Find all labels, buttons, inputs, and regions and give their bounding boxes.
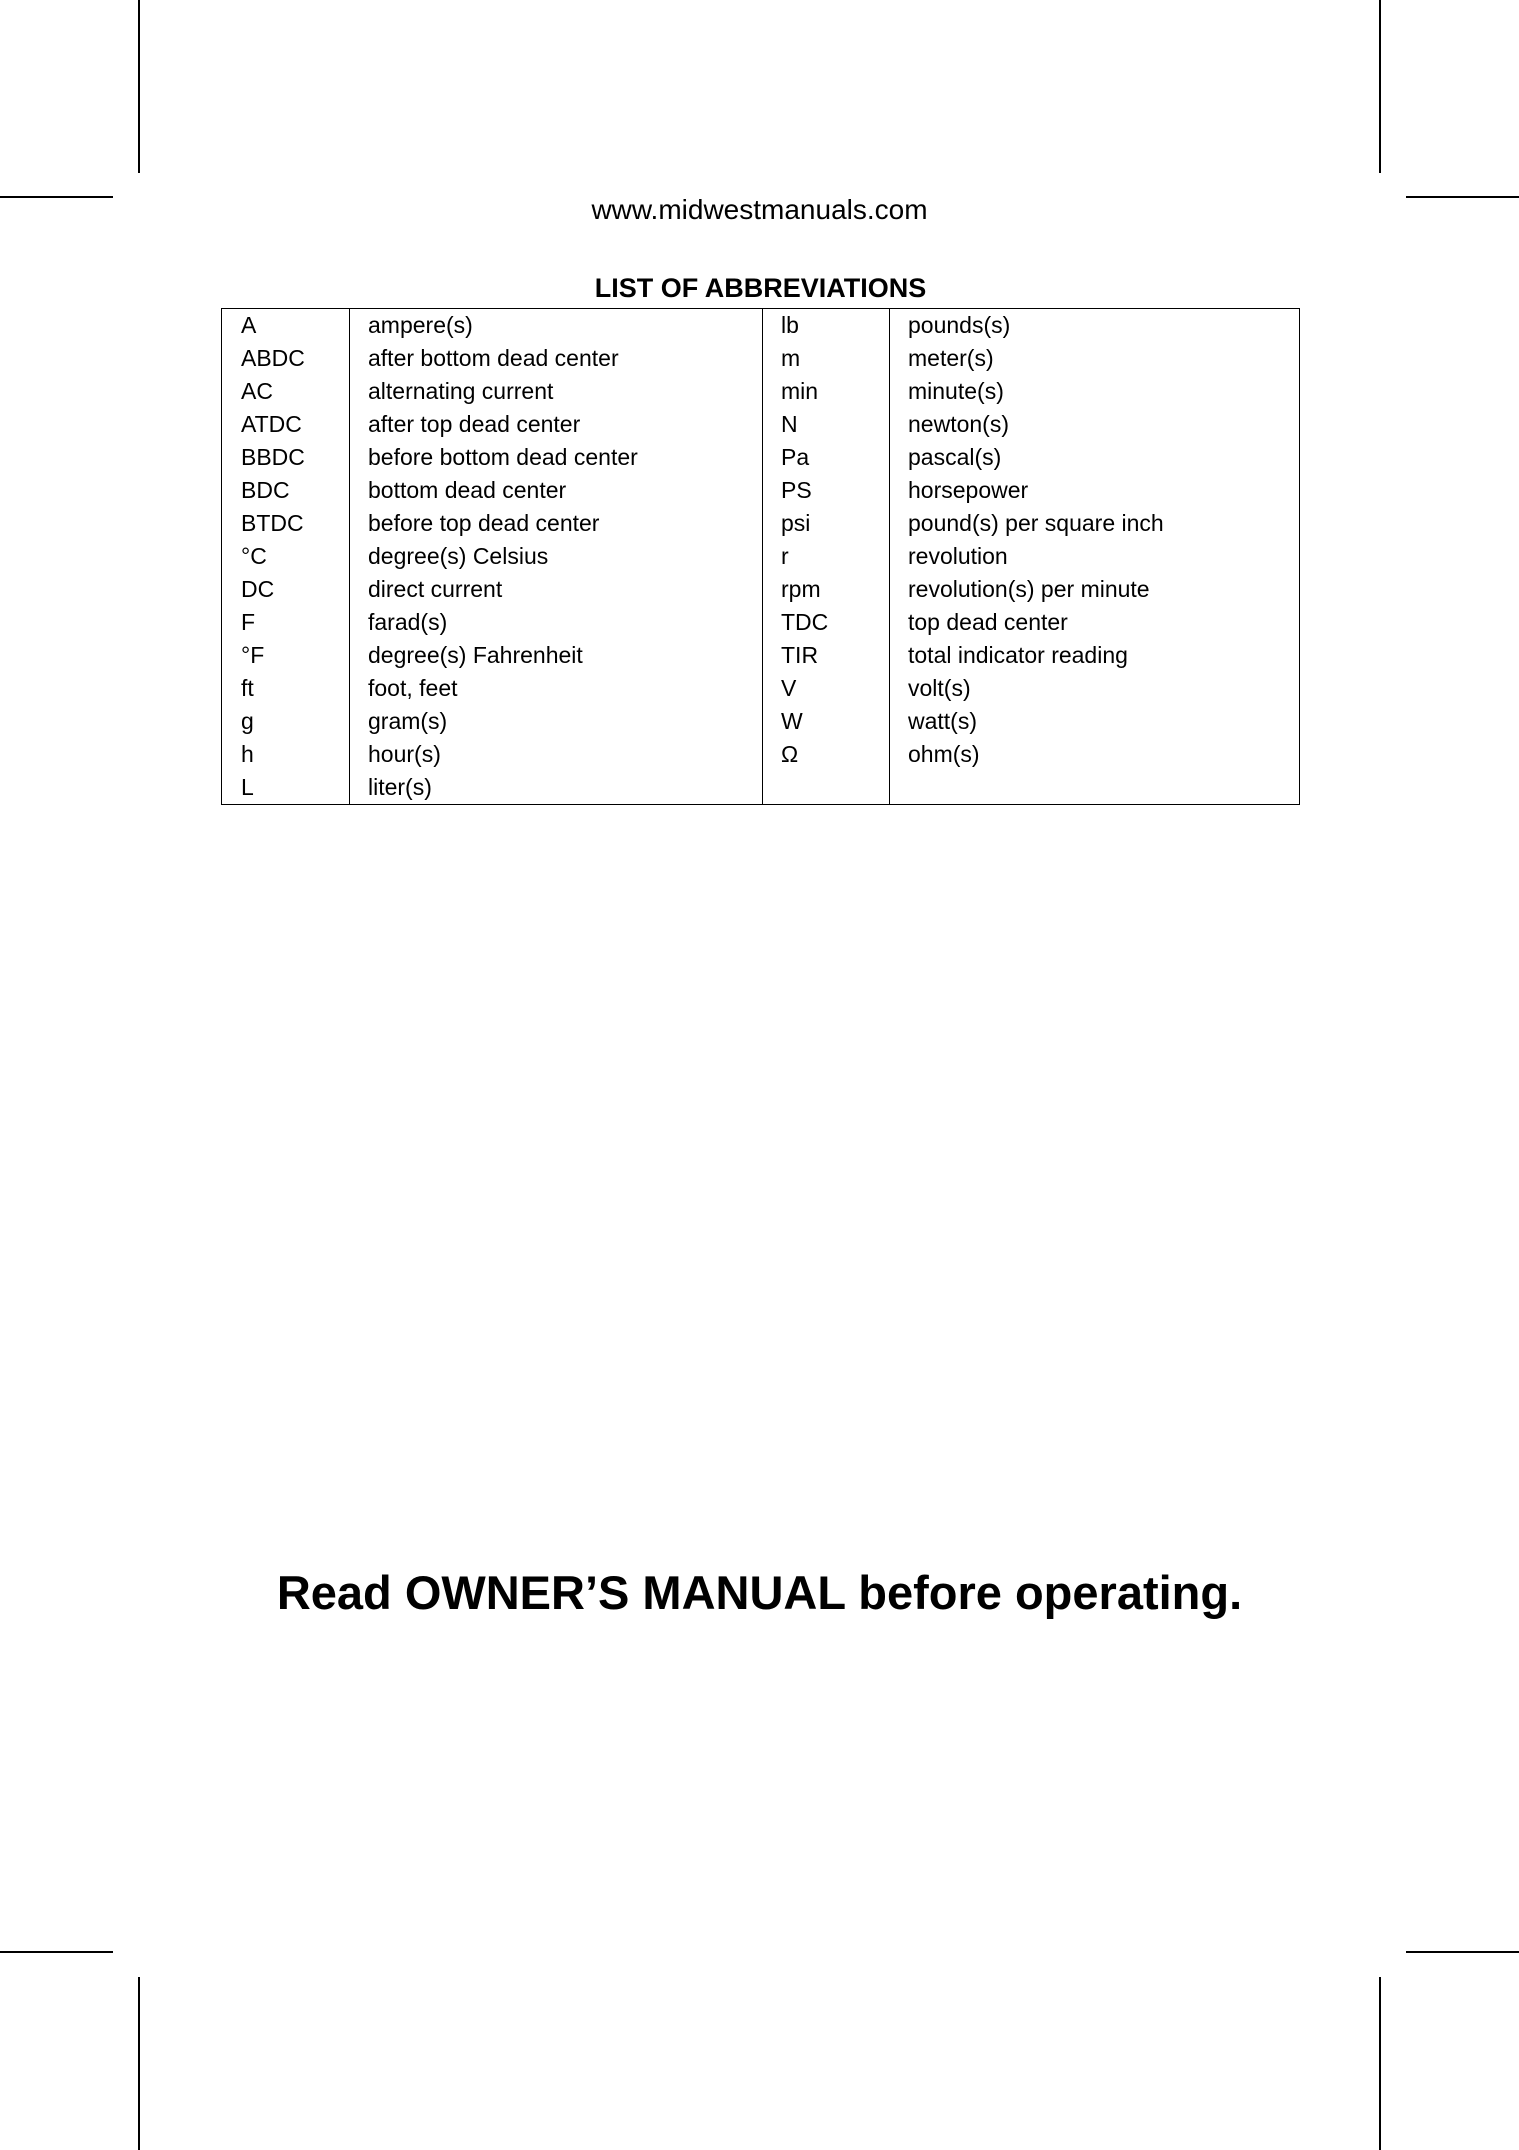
right-abbr-column [762, 309, 890, 804]
abbreviation-meaning: direct current [368, 576, 503, 602]
abbreviation-code: Ω [781, 741, 799, 767]
crop-mark-bottom-left-vertical [138, 1977, 140, 2150]
abbreviation-code: TDC [781, 609, 829, 635]
abbreviation-meaning: after bottom dead center [368, 345, 619, 371]
abbreviation-meaning: pascal(s) [908, 444, 1002, 470]
abbreviation-meaning: after top dead center [368, 411, 581, 437]
abbreviation-code: N [781, 411, 798, 437]
abbreviation-meaning: hour(s) [368, 741, 441, 767]
abbreviation-code: lb [781, 312, 799, 338]
abbreviation-meaning: revolution [908, 543, 1008, 569]
abbreviation-code: V [781, 675, 797, 701]
abbreviation-code: PS [781, 477, 812, 503]
abbreviation-code: TIR [781, 642, 819, 668]
abbreviation-code: °F [241, 642, 265, 668]
abbreviation-code: BTDC [241, 510, 304, 536]
abbreviation-meaning: pound(s) per square inch [908, 510, 1164, 536]
abbreviation-meaning: alternating current [368, 378, 554, 404]
abbreviation-meaning: meter(s) [908, 345, 994, 371]
abbreviation-meaning: revolution(s) per minute [908, 576, 1150, 602]
abbreviation-meaning: ampere(s) [368, 312, 473, 338]
abbreviation-code: Pa [781, 444, 810, 470]
abbreviation-meaning: ohm(s) [908, 741, 980, 767]
abbreviation-code: ATDC [241, 411, 302, 437]
read-manual-notice: Read OWNER’S MANUAL before operating. [276, 1566, 1243, 1619]
abbreviation-code: BBDC [241, 444, 305, 470]
abbreviation-meaning: minute(s) [908, 378, 1004, 404]
site-url: www.midwestmanuals.com [591, 194, 928, 225]
abbreviation-meaning: degree(s) Celsius [368, 543, 549, 569]
abbreviation-meaning: liter(s) [368, 774, 432, 800]
abbreviation-code: psi [781, 510, 811, 536]
abbreviations-table [221, 308, 1300, 805]
abbreviation-code: W [781, 708, 803, 734]
abbreviation-code: AC [241, 378, 273, 404]
abbreviation-code: m [781, 345, 801, 371]
abbreviation-meaning: pounds(s) [908, 312, 1011, 338]
abbreviation-code: rpm [781, 576, 821, 602]
abbreviation-meaning: farad(s) [368, 609, 448, 635]
abbreviation-code: F [241, 609, 256, 635]
abbreviations-title: LIST OF ABBREVIATIONS [594, 273, 927, 303]
abbreviation-code: r [781, 543, 789, 569]
abbreviation-code: DC [241, 576, 275, 602]
crop-mark-top-right-vertical [1379, 0, 1381, 173]
crop-mark-bottom-right-vertical [1379, 1977, 1381, 2150]
abbreviation-code: BDC [241, 477, 290, 503]
abbreviation-meaning: total indicator reading [908, 642, 1128, 668]
abbreviation-meaning: foot, feet [368, 675, 458, 701]
right-meaning-column [889, 309, 1299, 804]
left-meaning-column [349, 309, 763, 804]
abbreviation-meaning: horsepower [908, 477, 1029, 503]
abbreviation-meaning: bottom dead center [368, 477, 567, 503]
abbreviation-meaning: top dead center [908, 609, 1068, 635]
abbreviation-meaning: before bottom dead center [368, 444, 638, 470]
abbreviation-meaning: volt(s) [908, 675, 971, 701]
crop-mark-bottom-left-horizontal [0, 1951, 113, 1953]
abbreviation-code: °C [241, 543, 267, 569]
abbreviation-code: g [241, 708, 254, 734]
abbreviation-code: ft [241, 675, 254, 701]
abbreviation-meaning: before top dead center [368, 510, 600, 536]
abbreviation-meaning: newton(s) [908, 411, 1009, 437]
abbreviation-meaning: gram(s) [368, 708, 448, 734]
abbreviation-code: h [241, 741, 254, 767]
abbreviation-code: min [781, 378, 819, 404]
left-abbr-column [222, 309, 350, 804]
crop-mark-top-left-vertical [138, 0, 140, 173]
abbreviation-code: L [241, 774, 254, 800]
crop-mark-bottom-right-horizontal [1406, 1951, 1519, 1953]
abbreviation-meaning: degree(s) Fahrenheit [368, 642, 583, 668]
abbreviation-code: A [241, 312, 257, 338]
abbreviation-code: ABDC [241, 345, 305, 371]
abbreviation-meaning: watt(s) [908, 708, 977, 734]
